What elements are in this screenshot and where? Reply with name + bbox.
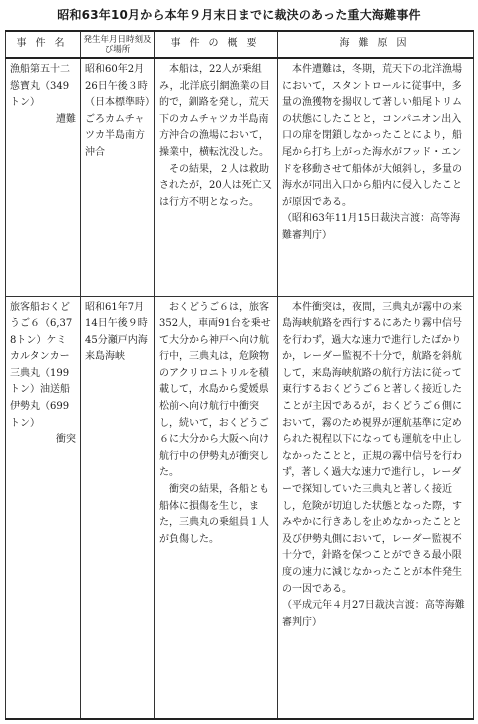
cause-paragraph: 本件衝突は，夜間，三典丸が霧中の来島海峡航路を西行するにあたり霧中信号を行わず，過大な速力で進行したばかりか，レーダー監視不十分で，航路を斜航して，来島海峡航路の航行方法に従って東行するおくどうご６と著しく接近したことが主因であるが，おくどうご６側において，霧のため視界が運航基準に定められた視程以下になっても運航を中止しなかったことと，正規の霧中信号を行わず，著しく過大な速力で進行し，レーダーで探知していた三典丸と著しく接近し，危険が切迫した状態となった際，すみやかに行きあしを止めなかったことと及び伊勢丸側において，レーダー監視不十分で，針路を保つことができる最小限度の速力に減じなかったことが本件発生の一因である。 bbox=[282, 301, 462, 595]
header-summary: 事件の概要 bbox=[155, 31, 278, 58]
table-row bbox=[6, 296, 474, 719]
incident-name: 漁船第五十二慫寳丸（349トン） bbox=[10, 64, 70, 109]
incident-type: 衝突 bbox=[56, 434, 76, 446]
header-cause: 海難原因 bbox=[278, 31, 474, 58]
cell-datetime: 昭和60年2月26日午後３時（日本標準時）ごろカムチャツカ半島南方沖合 bbox=[81, 58, 155, 296]
cell-summary bbox=[155, 58, 278, 296]
table-row bbox=[6, 58, 474, 296]
header-datetime: 発生年月日時刻及び場所 bbox=[81, 31, 155, 58]
summary-paragraph: 衝突の結果，各船とも船体に損傷を生じ，また，三典丸の乗組員１人が負傷した。 bbox=[159, 484, 269, 545]
cell-name bbox=[6, 58, 81, 296]
page-title: 昭和63年10月から本年９月末日までに裁決のあった重大海難事件 bbox=[57, 8, 421, 22]
incident-name: 旅客船おくどうご６（6,378トン）ケミカルタンカー三典丸（199トン）油送船伊勢丸（699トン） bbox=[10, 301, 73, 429]
table-header-row bbox=[6, 31, 474, 58]
cell-cause bbox=[278, 296, 474, 719]
summary-paragraph: その結果，２人は救助されたが，20人は死亡又は行方不明となった。 bbox=[159, 163, 272, 208]
cell-datetime: 昭和61年7月14日午後９時45分瀬戸内海来島海峡 bbox=[81, 296, 155, 719]
incident-type: 遭難 bbox=[56, 113, 76, 125]
cell-cause bbox=[278, 58, 474, 296]
accident-table bbox=[5, 30, 474, 720]
summary-paragraph: 本船は，22人が乗組み，北洋底引網漁業の目的で，釧路を発し，荒天下のカムチャツカ半島南方沖合の漁場において，操業中，横転沈没した。 bbox=[159, 64, 270, 158]
cell-name bbox=[6, 296, 81, 719]
header-name: 事件名 bbox=[6, 31, 81, 58]
summary-paragraph: おくどうご６は，旅客352人，車両91台を乗せて大分から神戸へ向け航行中，三典丸は，危険物のアクリロニトリルを積載して，水島から愛媛県松前へ向け航行中衝突し，続いて，おくどうご６に大分から大阪へ向け航行中の伊勢丸が衝突した。 bbox=[159, 301, 271, 479]
cause-paragraph: 本件遭難は，冬期，荒天下の北洋漁場において，スタントロールに従事中，多量の漁獲物を揚収して著しい船尾トリムの状態にしたことと，コンパニオン出入口の扉を閉鎖しなかったことにより，船尾から打ち上がった海水がフッド・エンドを移動させて船体が大傾斜し，多量の海水が同出入口から船内に侵入したことが原因である。 bbox=[282, 64, 462, 208]
ruling-note: （平成元年４月27日裁決言渡：高等海難審判庁） bbox=[282, 600, 465, 628]
cell-summary bbox=[155, 296, 278, 719]
ruling-note: （昭和63年11月15日裁決言渡：高等海難審判庁） bbox=[282, 213, 461, 241]
